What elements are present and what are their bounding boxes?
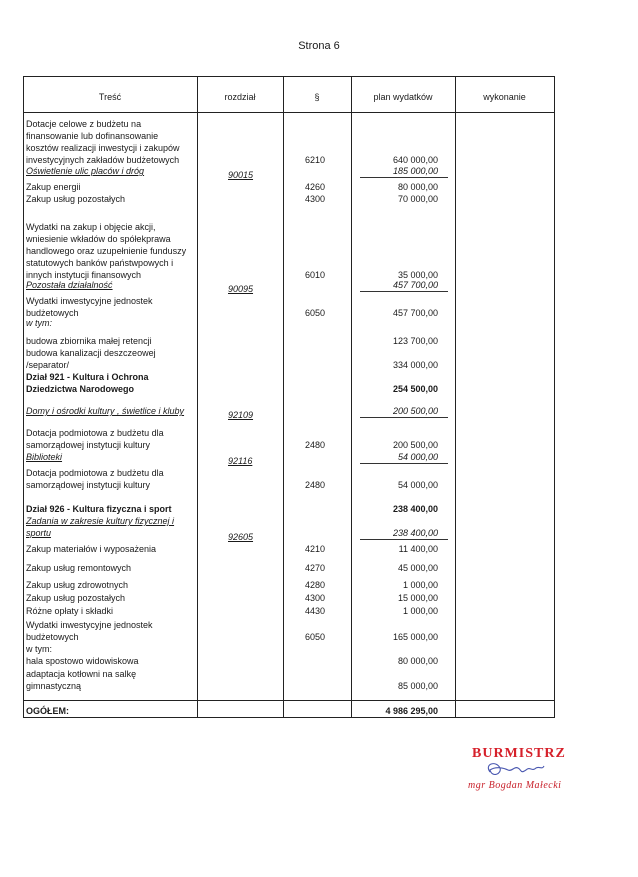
row-text: Zakup usług pozostałych (26, 194, 126, 204)
row-text: Oświetlenie ulic placów i dróg (26, 166, 145, 176)
row-text: adaptacja kotłowni na salkę (26, 669, 137, 679)
plan-value: 54 000,00 (397, 452, 438, 462)
rozdzial-code: 90015 (228, 170, 254, 180)
signature-icon (482, 758, 552, 782)
page-number: Strona 6 (298, 40, 340, 52)
plan-value: 457 700,00 (392, 308, 438, 318)
row-text: Zakup energii (26, 182, 81, 192)
col-border-4 (455, 76, 456, 718)
plan-value: 35 000,00 (397, 270, 438, 280)
paragraf-code: 4300 (305, 194, 326, 204)
plan-value: 54 000,00 (397, 480, 438, 490)
row-text: handlowego oraz uzupełnienie funduszy (26, 246, 187, 256)
total-top-border (23, 700, 555, 701)
plan-value: 238 400,00 (392, 504, 438, 514)
row-text: /separator/ (26, 360, 70, 370)
col-border-2 (283, 76, 284, 718)
stamp-name: mgr Bogdan Małecki (468, 780, 562, 791)
rozdzial-code: 90095 (228, 284, 254, 294)
col-border-left (23, 76, 24, 718)
plan-underline (360, 539, 448, 540)
col-border-right (554, 76, 555, 718)
row-text: gimnastyczną (26, 681, 82, 691)
paragraf-code: 4430 (305, 606, 326, 616)
plan-value: 334 000,00 (392, 360, 438, 370)
row-text: samorządowej instytucji kultury (26, 440, 151, 450)
plan-value: 123 700,00 (392, 336, 438, 346)
plan-value: 80 000,00 (397, 656, 438, 666)
row-text: Pozostała działalność (26, 280, 113, 290)
plan-value: 45 000,00 (397, 563, 438, 573)
plan-value: 1 000,00 (402, 606, 438, 616)
row-text: budowa zbiornika małej retencji (26, 336, 152, 346)
row-text: w tym: (26, 318, 52, 328)
paragraf-code: 2480 (305, 440, 326, 450)
plan-value: 185 000,00 (392, 166, 438, 176)
paragraf-code: 4300 (305, 593, 326, 603)
row-text: finansowanie lub dofinansowanie (26, 131, 159, 141)
plan-value: 1 000,00 (402, 580, 438, 590)
table-top-border (23, 76, 555, 77)
row-text: Dział 921 - Kultura i Ochrona (26, 372, 149, 382)
plan-value: 238 400,00 (392, 528, 438, 538)
row-text: kosztów realizacji inwestycji i zakupów (26, 143, 180, 153)
header-plan: plan wydatków (373, 92, 433, 102)
plan-underline (360, 177, 448, 178)
col-border-3 (351, 76, 352, 718)
row-text: wniesienie wkładów do spółekprawa (26, 234, 171, 244)
plan-value: 165 000,00 (392, 632, 438, 642)
row-text: budżetowych (26, 632, 79, 642)
plan-value: 200 500,00 (392, 440, 438, 450)
plan-underline (360, 463, 448, 464)
paragraf-code: 6050 (305, 632, 326, 642)
plan-value: 80 000,00 (397, 182, 438, 192)
table-bottom-border (23, 717, 555, 718)
paragraf-code: 6210 (305, 155, 326, 165)
paragraf-code: 4260 (305, 182, 326, 192)
row-text: budżetowych (26, 308, 79, 318)
row-text: investycyjnych zakładów budżetowych (26, 155, 180, 165)
row-text: Domy i ośrodki kultury , świetlice i kluby (26, 406, 185, 416)
header-rozdzial: rozdział (224, 92, 256, 102)
row-text: samorządowej instytucji kultury (26, 480, 151, 490)
rozdzial-code: 92605 (228, 532, 254, 542)
paragraf-code: 4280 (305, 580, 326, 590)
plan-value: 200 500,00 (392, 406, 438, 416)
total-label: OGÓŁEM: (26, 706, 69, 716)
total-plan: 4 986 295,00 (385, 706, 438, 716)
plan-value: 11 400,00 (398, 544, 438, 554)
header-tresc: Treść (98, 92, 122, 102)
row-text: Zakup usług zdrowotnych (26, 580, 129, 590)
header-wykonanie: wykonanie (483, 92, 526, 102)
row-text: Dotacja podmiotowa z budżetu dla (26, 428, 164, 438)
plan-value: 85 000,00 (397, 681, 438, 691)
header-bottom-border (23, 112, 555, 113)
paragraf-code: 4210 (305, 544, 326, 554)
row-text: budowa kanalizacji deszczeowej (26, 348, 156, 358)
row-text: Wydatki inwestycyjne jednostek (26, 620, 153, 630)
row-text: Dotacja podmiotowa z budżetu dla (26, 468, 164, 478)
row-text: hala spostowo widowiskowa (26, 656, 139, 666)
row-text: Wydatki inwestycyjne jednostek (26, 296, 153, 306)
paragraf-code: 2480 (305, 480, 326, 490)
plan-value: 640 000,00 (392, 155, 438, 165)
rozdzial-code: 92116 (228, 456, 253, 466)
plan-value: 254 500,00 (392, 384, 438, 394)
row-text: Wydatki na zakup i objęcie akcji, (26, 222, 156, 232)
paragraf-code: 6010 (305, 270, 326, 280)
row-text: w tym: (26, 644, 52, 654)
row-text: innych instytucji finansowych (26, 270, 142, 280)
row-text: Dotacje celowe z budżetu na (26, 119, 142, 129)
plan-value: 15 000,00 (397, 593, 438, 603)
row-text: Biblioteki (26, 452, 63, 462)
row-text: statutowych banków państwpowych i (26, 258, 174, 268)
stamp-title: BURMISTRZ (472, 746, 566, 761)
plan-underline (360, 417, 448, 418)
plan-value: 70 000,00 (397, 194, 438, 204)
plan-value: 457 700,00 (392, 280, 438, 290)
row-text: Dziedzictwa Narodowego (26, 384, 135, 394)
row-text: Zadania w zakresie kultury fizycznej i (26, 516, 175, 526)
row-text: Dział 926 - Kultura fizyczna i sport (26, 504, 172, 514)
row-text: sportu (26, 528, 52, 538)
paragraf-code: 6050 (305, 308, 326, 318)
row-text: Zakup materiałów i wyposażenia (26, 544, 157, 554)
plan-underline (360, 291, 448, 292)
col-border-1 (197, 76, 198, 718)
row-text: Zakup usług pozostałych (26, 593, 126, 603)
header-paragraf: § (314, 92, 320, 102)
row-text: Zakup usług remontowych (26, 563, 132, 573)
row-text: Różne opłaty i składki (26, 606, 114, 616)
paragraf-code: 4270 (305, 563, 326, 573)
rozdzial-code: 92109 (228, 410, 254, 420)
